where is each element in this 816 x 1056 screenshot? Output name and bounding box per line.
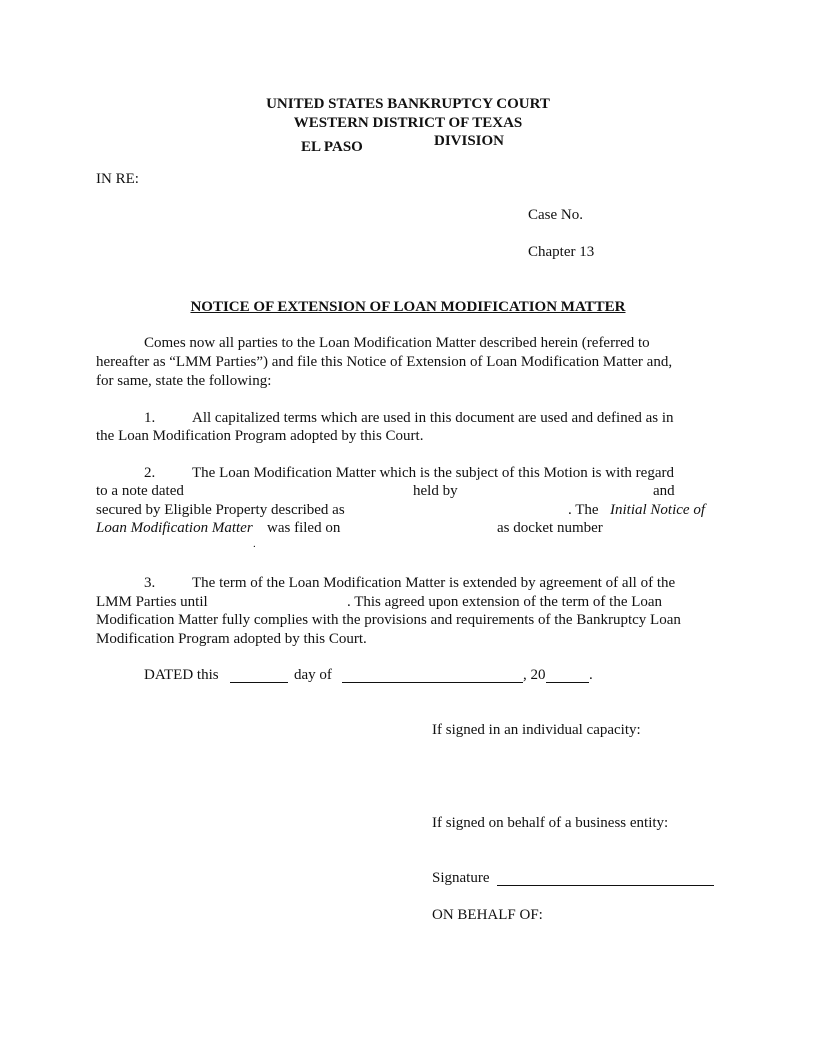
para2-line-1: The Loan Modification Matter which is the subject of this Motion is with regard	[192, 465, 674, 481]
day-of-label: day of	[294, 667, 332, 683]
para3-line-1: The term of the Loan Modification Matter is extended by agreement of all of the	[192, 575, 676, 591]
document-title: NOTICE OF EXTENSION OF LOAN MODIFICATION MATTER	[190, 299, 626, 315]
note-dated-label: to a note dated	[96, 483, 184, 499]
para2-end-period: .	[253, 538, 256, 550]
para3-line-4: Modification Program adopted by this Court.	[96, 631, 367, 647]
individual-capacity-label: If signed in an individual capacity:	[432, 722, 641, 738]
district-name: WESTERN DISTRICT OF TEXAS	[293, 115, 523, 131]
chapter-label: Chapter 13	[528, 244, 595, 260]
intro-line-1: Comes now all parties to the Loan Modification Matter described herein (referred to	[144, 335, 650, 351]
court-name: UNITED STATES BANKRUPTCY COURT	[266, 96, 550, 112]
year-blank[interactable]	[546, 682, 589, 683]
dated-prefix: DATED this	[144, 667, 219, 683]
business-entity-label: If signed on behalf of a business entity:	[432, 815, 669, 831]
signature-label: Signature	[432, 870, 490, 886]
initial-notice-italic: Initial Notice of	[610, 502, 705, 518]
lmm-italic: Loan Modification Matter	[96, 520, 253, 536]
the-label: . The	[568, 502, 599, 518]
division-label: DIVISION	[434, 133, 505, 149]
filed-on-label: was filed on	[267, 520, 341, 536]
dated-end: .	[589, 667, 593, 683]
on-behalf-of-label: ON BEHALF OF:	[432, 907, 543, 923]
docket-number-label: as docket number	[497, 520, 603, 536]
intro-line-3: for same, state the following:	[96, 373, 272, 389]
secured-by-label: secured by Eligible Property described as	[96, 502, 345, 518]
para3-line-3: Modification Matter fully complies with the provisions and requirements of the Bankruptcy Loan	[96, 612, 681, 628]
para3-number: 3.	[144, 575, 156, 591]
intro-line-2: hereafter as “LMM Parties”) and file this Notice of Extension of Loan Modification Matter and,	[96, 354, 673, 370]
para3-line-2b: . This agreed upon extension of the term of the Loan	[347, 594, 663, 610]
year-prefix: , 20	[523, 667, 546, 683]
para2-number: 2.	[144, 465, 156, 481]
month-blank[interactable]	[342, 682, 523, 683]
para1-line-2: the Loan Modification Program adopted by this Court.	[96, 428, 424, 444]
para1-line-1: All capitalized terms which are used in this document are used and defined as in	[192, 410, 674, 426]
signature-line[interactable]	[497, 885, 714, 886]
case-number-label: Case No.	[528, 207, 583, 223]
held-by-label: held by	[413, 483, 458, 499]
day-blank[interactable]	[230, 682, 288, 683]
para1-number: 1.	[144, 410, 156, 426]
lmm-until-label: LMM Parties until	[96, 594, 208, 610]
in-re-label: IN RE:	[96, 171, 139, 187]
division-city: EL PASO	[301, 139, 363, 155]
and-label: and	[653, 483, 675, 499]
